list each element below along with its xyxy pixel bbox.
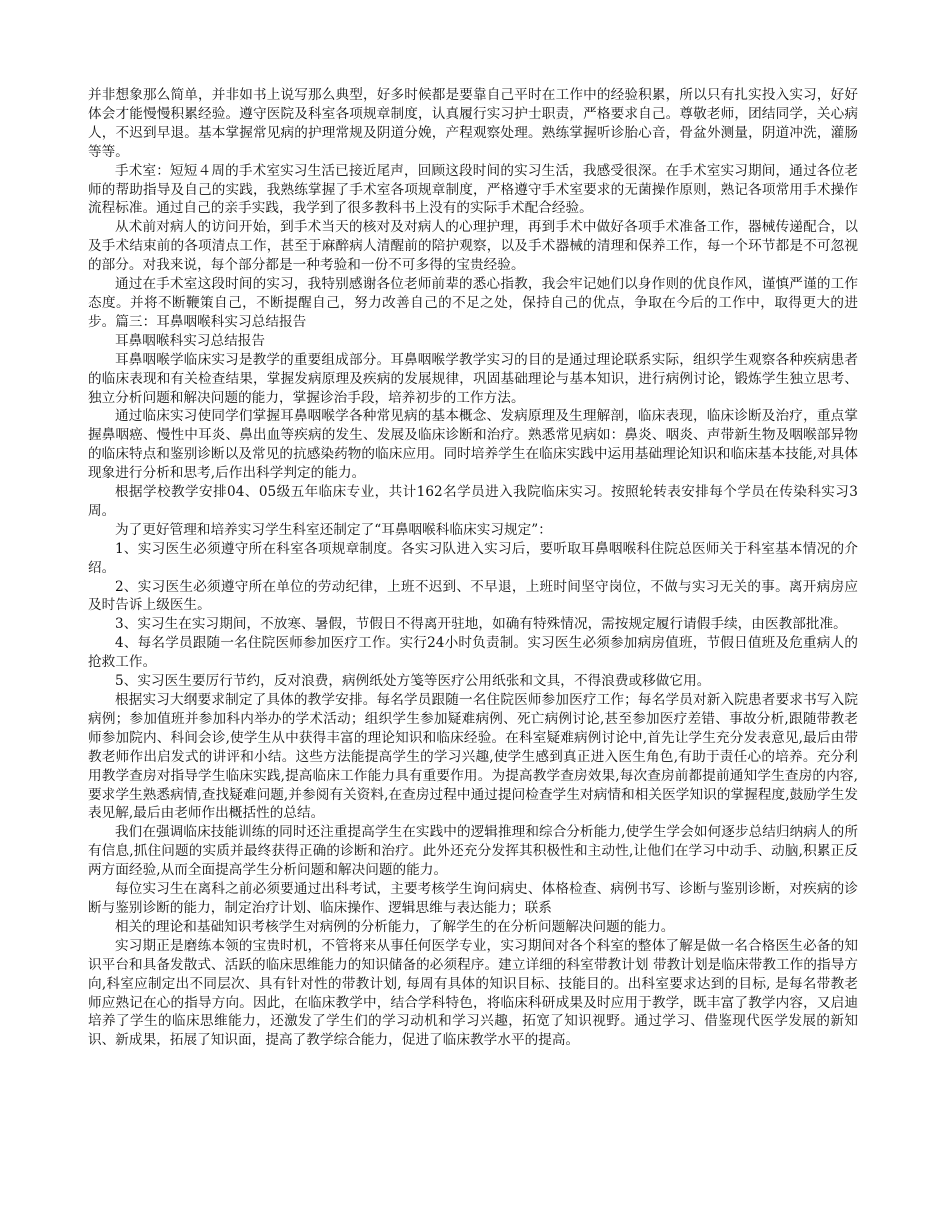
rule-item-1: 1、实习医生必须遵守所在科室各项规章制度。各实习队进入实习后，要听取耳鼻咽喉科住院总医师关于科室基本情况的介绍。	[88, 540, 858, 576]
paragraph-operating-room-intro: 手术室：短短４周的手术室实习生活已接近尾声，回顾这段时间的实习生活，我感受很深。在手术室实习期间，通过各位老师的帮助指导及自己的实践，我熟练掌握了手术室各项规章制度，严格遵守手术室要求的无菌操作原则，熟记各项常用手术操作流程标准。通过自己的亲手实践，我学到了很多教科书上没有的实际手术配合经验。	[88, 162, 858, 217]
paragraph-operating-room-thanks: 通过在手术室这段时间的实习，我特别感谢各位老师前辈的悉心指教，我会牢记她们以身作则的优良作风，谨慎严谨的工作态度。并将不断鞭策自己，不断提醒自己，努力改善自己的不足之处，保持自己的优点，争取在今后的工作中，取得更大的进步。篇三：耳鼻咽喉科实习总结报告	[88, 276, 858, 330]
paragraph-ent-goals: 通过临床实习使同学们掌握耳鼻咽喉学各种常见病的基本概念、发病原理及生理解剖，临床表现，临床诊断及治疗，重点掌握鼻咽癌、慢性中耳炎、鼻出血等疾病的发生、发展及临床诊断和治疗。熟悉常见病如：鼻炎、咽炎、声带新生物及咽喉部异物的临床特点和鉴别诊断以及常见的抗感染药物的临床应用。同时培养学生在临床实践中运用基础理论知识和临床基本技能,对具体现象进行分析和思考,后作出科学判定的能力。	[88, 408, 858, 482]
paragraph-operating-room-process: 从术前对病人的访问开始，到手术当天的核对及对病人的心理护理，再到手术中做好各项手术准备工作，器械传递配合，以及手术结束前的各项清点工作，甚至于麻醉病人清醒前的陪护观察，以及手术器械的清理和保养工作，每一个环节都是不可忽视的部分。对我来说，每个部分都是一种考验和一份不可多得的宝贵经验。	[88, 219, 858, 274]
rule-item-5: 5、实习医生要厉行节约，反对浪费，病例纸处方笺等医疗公用纸张和文具，不得浪费或移做它用。	[115, 673, 711, 690]
paragraph-ent-schedule: 根据学校教学安排04、05级五年临床专业，共计162名学员进入我院临床实习。按照轮转表安排每个学员在传染科实习3周。	[88, 484, 858, 519]
rule-item-3: 3、实习生在实习期间，不放寒、暑假，节假日不得离开驻地，如确有特殊情况，需按规定履行请假手续，由医教部批准。	[115, 616, 847, 633]
section-heading: 耳鼻咽喉科实习总结报告	[115, 332, 266, 349]
paragraph-rules-intro: 为了更好管理和培养实习学生科室还制定了“耳鼻咽喉科临床实习规定”：	[115, 521, 552, 538]
paragraph-exam: 每位实习生在离科之前必须要通过出科考试，主要考核学生询问病史、体格检查、病例书写、诊断与鉴别诊断，对疾病的诊断与鉴别诊断的能力，制定治疗计划、临床操作、逻辑思维与表达能力；联系	[88, 881, 858, 916]
rule-item-2: 2、实习医生必须遵守所在单位的劳动纪律，上班不迟到、不早退，上班时间坚守岗位，不做与实习无关的事。离开病房应及时告诉上级医生。	[88, 578, 858, 614]
paragraph-conclusion: 实习期正是磨练本领的宝贵时机，不管将来从事任何医学专业，实习期间对各个科室的整体了解是做一名合格医生必备的知识平台和具备发散式、活跃的临床思维能力的知识储备的必须程序。建立详细的科室带教计划 带教计划是临床带教工作的指导方向,科室应制定出不同层次、具有针对性的带教计划, 每周有具体的知识目标、技能目的。出科室要求达到的目标, 是每名带教老师应熟记在心的指导方向。因此，在临床教学中，结合学科特色，将临床科研成果及时应用于教学，既丰富了教学内容，又启迪培养了学生的临床思维能力，还激发了学生们的学习动机和学习兴趣，拓宽了知识视野。通过学习、借鉴现代医学发展的新知识、新成果，拓展了知识面，提高了教学综合能力，促进了临床教学水平的提高。	[88, 937, 858, 1049]
paragraph-teaching-arrangement: 根据实习大纲要求制定了具体的教学安排。每名学员跟随一名住院医师参加医疗工作；每名学员对新入院患者要求书写入院病例；参加值班并参加科内举办的学术活动；组织学生参加疑难病例、死亡病例讨论,甚至参加医疗差错、事故分析,跟随带教老师参加院内、科间会诊,使学生从中获得丰富的理论知识和临床经验。在科室疑难病例讨论中,首先让学生充分发表意见,最后由带教老师作出启发式的讲评和小结。这些方法能提高学生的学习兴趣,使学生感到真正进入医生角色,有助于责任心的培养。充分利用教学查房对指导学生临床实践,提高临床工作能力具有重要作用。为提高教学查房效果,每次查房前都提前通知学生查房的内容,要求学生熟悉病情,查找疑难问题,并参阅有关资料,在查房过程中通过提问检查学生对病情和相关医学知识的掌握程度,鼓励学生发表见解,最后由老师作出概括性的总结。	[88, 692, 858, 822]
rule-item-4: 4、每名学员跟随一名住院医师参加医疗工作。实行24小时负责制。实习医生必须参加病房值班，节假日值班及危重病人的抢救工作。	[88, 635, 858, 671]
paragraph-exam-continued: 相关的理论和基础知识考核学生对病例的分析能力，了解学生的在分析问题解决问题的能力。	[115, 918, 675, 935]
paragraph-obstetrics-continued: 并非想象那么简单，并非如书上说写那么典型，好多时候都是要靠自己平时在工作中的经验积累，所以只有扎实投入实习，好好体会才能慢慢积累经验。遵守医院及科室各项规章制度，认真履行实习护士职责，严格要求自己。尊敬老师，团结同学，关心病人，不迟到早退。基本掌握常见病的护理常规及阴道分娩，产程观察处理。熟练掌握听诊胎心音，骨盆外测量，阴道冲洗，灌肠等等。	[88, 87, 858, 160]
document-body	[88, 86, 858, 1050]
paragraph-ent-purpose: 耳鼻咽喉学临床实习是教学的重要组成部分。耳鼻咽喉学教学实习的目的是通过理论联系实际，组织学生观察各种疾病患者的临床表现和有关检查结果，掌握发病原理及疾病的发展规律，巩固基础理论与基本知识，进行病例讨论，锻炼学生独立思考、独立分析问题和解决问题的能力，掌握诊治手段，培养初步的工作方法。	[88, 351, 858, 406]
paragraph-reasoning-skills: 我们在强调临床技能训练的同时还注重提高学生在实践中的逻辑推理和综合分析能力,使学生学会如何逐步总结归纳病人的所有信息,抓住问题的实质并最终获得正确的诊断和治疗。此外还充分发挥其积极性和主动性,让他们在学习中动手、动脑,积累正反两方面经验,从而全面提高学生分析问题和解决问题的能力。	[88, 824, 858, 879]
